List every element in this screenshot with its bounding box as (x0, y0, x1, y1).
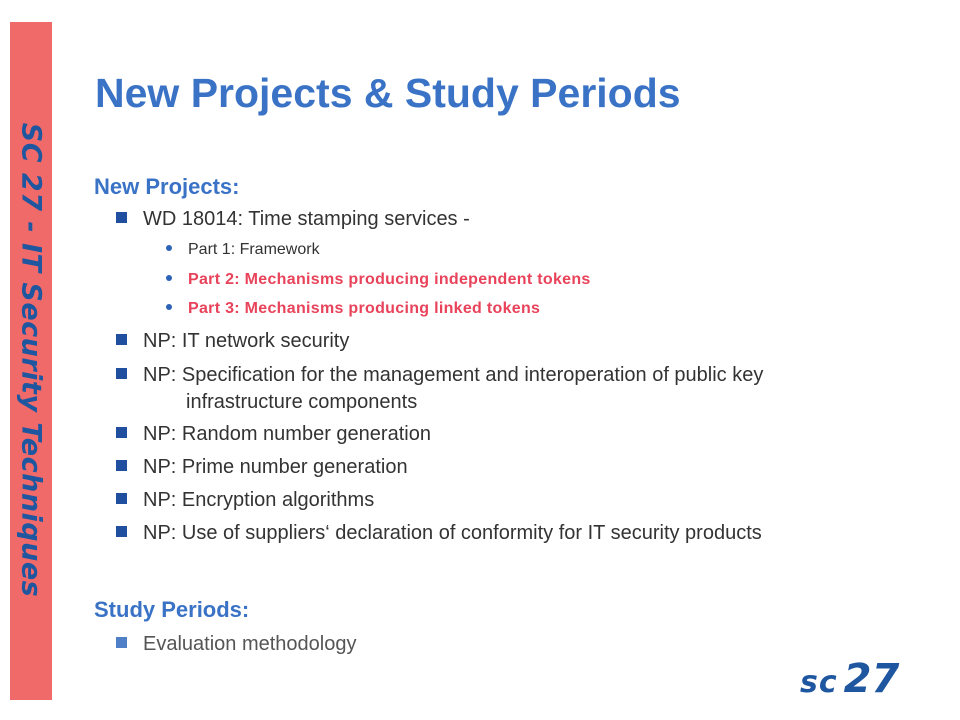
sub-item-text: Part 3: Mechanisms producing linked tokens (188, 300, 541, 317)
list-item-prime (116, 456, 408, 479)
list-item-text: NP: Specification for the management and interoperation of public key (143, 364, 764, 386)
logo-sc: sc (800, 665, 838, 700)
round-bullet-icon (166, 275, 172, 281)
square-bullet-icon (116, 334, 127, 345)
list-item-text: NP: Encryption algorithms (143, 489, 375, 511)
list-item-text: WD 18014: Time stamping services - (143, 208, 470, 230)
list-item-text: NP: Use of suppliers‘ declaration of conformity for IT security products (143, 522, 762, 544)
list-item-evaluation (116, 633, 356, 656)
list-item-pki-continued: infrastructure components (186, 391, 418, 413)
round-bullet-icon (166, 304, 172, 310)
square-bullet-icon (116, 493, 127, 504)
list-item-text: Evaluation methodology (143, 633, 357, 655)
sub-item-part1 (166, 241, 320, 259)
slide-title: New Projects & Study Periods (95, 70, 681, 116)
square-bullet-icon (116, 460, 127, 471)
logo-number: 27 (843, 656, 900, 702)
square-bullet-icon (116, 526, 127, 537)
square-bullet-icon (116, 368, 127, 379)
list-item-network-security (116, 330, 349, 353)
sub-item-part3 (166, 300, 540, 318)
sub-item-part2 (166, 271, 591, 289)
list-item-text: NP: Prime number generation (143, 456, 408, 478)
sc27-logo (800, 656, 899, 702)
study-periods-heading: Study Periods: (94, 597, 250, 622)
list-item-sdoc (116, 522, 762, 545)
list-item-text: NP: Random number generation (143, 423, 431, 445)
sub-item-text: Part 1: Framework (188, 241, 320, 258)
list-item-text: NP: IT network security (143, 330, 350, 352)
square-bullet-icon (116, 637, 127, 648)
list-item-wd18014 (116, 208, 470, 231)
list-item-pki (116, 364, 763, 387)
list-item-encryption (116, 489, 374, 512)
list-item-random (116, 423, 431, 446)
new-projects-heading: New Projects: (94, 174, 240, 199)
square-bullet-icon (116, 427, 127, 438)
square-bullet-icon (116, 212, 127, 223)
round-bullet-icon (166, 245, 172, 251)
side-label: SC 27 - IT Security Techniques (15, 122, 47, 598)
sub-item-text: Part 2: Mechanisms producing independent tokens (188, 271, 591, 288)
